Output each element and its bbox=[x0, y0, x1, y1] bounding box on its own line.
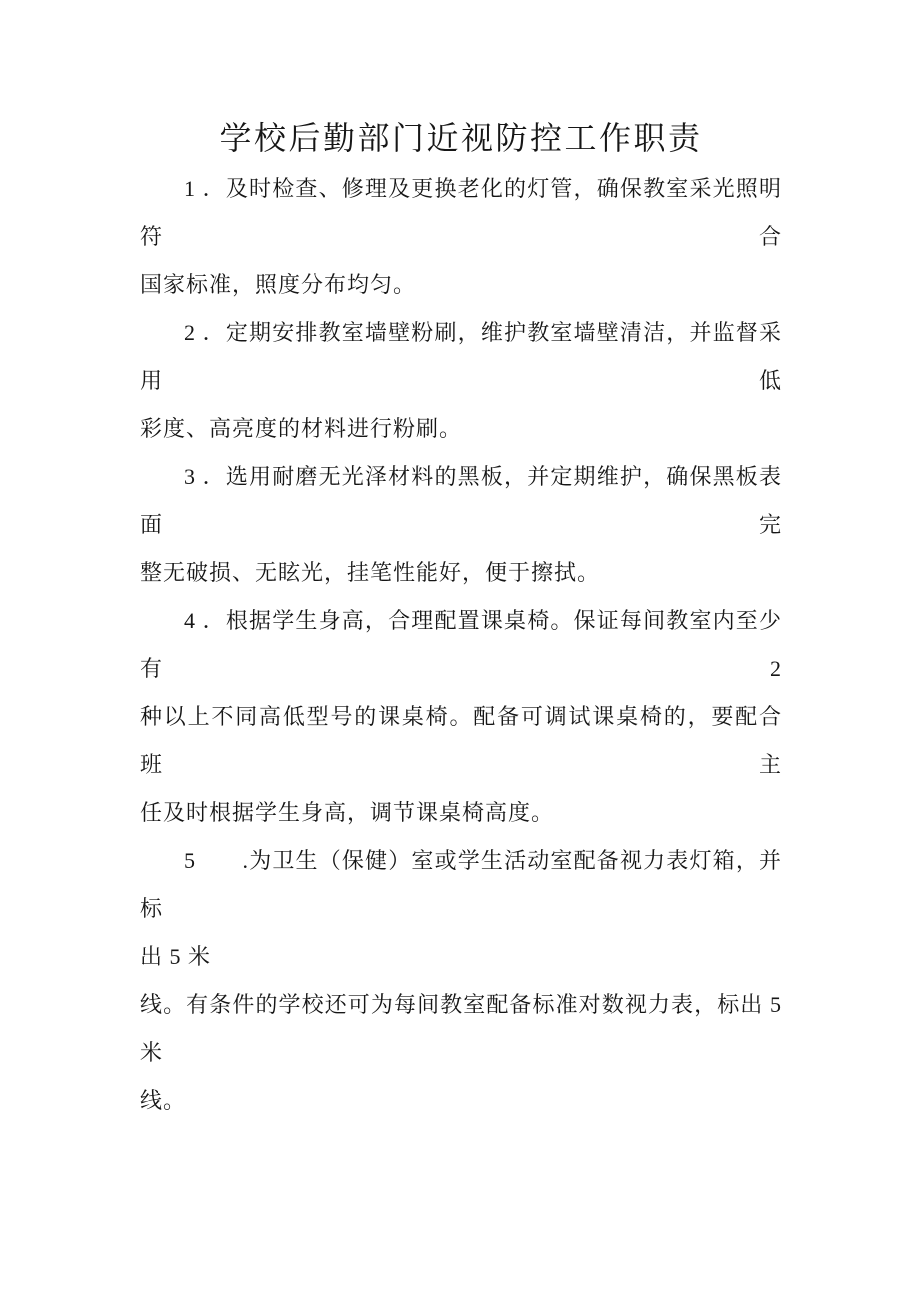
paragraph-4-line-1: 4 ．根据学生身高，合理配置课桌椅。保证每间教室内至少有 2 bbox=[140, 608, 782, 681]
paragraph-5-line-4: 线。 bbox=[140, 1088, 187, 1113]
paragraph-4-line-3: 任及时根据学生身高，调节课桌椅高度。 bbox=[140, 800, 555, 825]
document-body bbox=[140, 165, 789, 1125]
paragraph-1-line-1: 1 ．及时检查、修理及更换老化的灯管，确保教室采光照明符合 bbox=[140, 176, 782, 249]
paragraph-3 bbox=[140, 453, 782, 597]
paragraph-5-line-3: 线。有条件的学校还可为每间教室配备标准对数视力表，标出 5 米 bbox=[140, 992, 789, 1065]
paragraph-1 bbox=[140, 165, 782, 309]
paragraph-2 bbox=[140, 309, 782, 453]
paragraph-3-line-2: 整无破损、无眩光，挂笔性能好，便于擦拭。 bbox=[140, 560, 601, 585]
paragraph-5-line-1: 5 .为卫生（保健）室或学生活动室配备视力表灯箱，并标 bbox=[140, 848, 782, 921]
paragraph-5 bbox=[140, 837, 789, 1125]
paragraph-4-line-2: 种以上不同高低型号的课桌椅。配备可调试课桌椅的，要配合班主 bbox=[140, 704, 782, 777]
paragraph-1-line-2: 国家标准，照度分布均匀。 bbox=[140, 272, 417, 297]
document-title: 学校后勤部门近视防控工作职责 bbox=[219, 120, 703, 156]
paragraph-2-line-1: 2 ．定期安排教室墙壁粉刷，维护教室墙壁清洁，并监督采用低 bbox=[140, 320, 782, 393]
paragraph-4 bbox=[140, 597, 782, 837]
paragraph-3-line-1: 3 ．选用耐磨无光泽材料的黑板，并定期维护，确保黑板表面完 bbox=[140, 464, 782, 537]
paragraph-5-line-2: 出 5 米 bbox=[140, 944, 212, 969]
paragraph-2-line-2: 彩度、高亮度的材料进行粉刷。 bbox=[140, 416, 463, 441]
